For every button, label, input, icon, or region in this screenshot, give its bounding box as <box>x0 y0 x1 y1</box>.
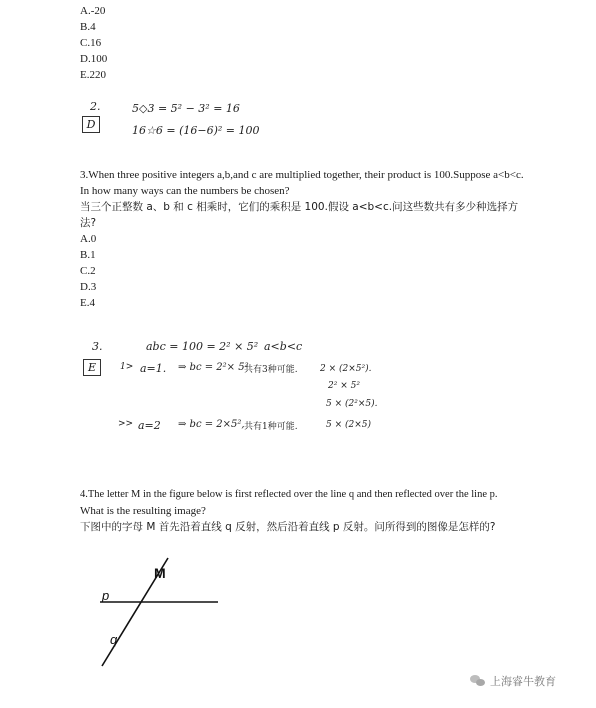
q2-option-a: A.-20 <box>80 5 106 17</box>
wechat-icon <box>470 675 486 687</box>
q2-work-line1: 5◇3 = 5² − 3² = 16 <box>132 102 240 115</box>
q3-case1-item-2: 2² × 5² <box>328 381 360 391</box>
q3-case2-eq: ⇒ bc = 2×5², <box>178 419 245 430</box>
q3-case1-eq: ⇒ bc = 2²× 5² <box>178 362 249 373</box>
q3-option-a: A.0 <box>80 233 97 245</box>
watermark <box>470 673 556 689</box>
q3-work-condition: a<b<c <box>264 340 303 353</box>
q3-case2-note: 共有1种可能. <box>244 422 298 432</box>
q4-text-zh-1: 下图中的字母 M 首先沿着直线 q 反射，然后沿着直线 p 反射。问所得到的图像是怎样的? <box>80 521 496 533</box>
q3-text-en-1: 3.When three positive integers a,b,and c are multiplied together, their product is 100.Suppose a<b<c. <box>80 169 524 181</box>
q3-text-zh-2: 法? <box>80 217 97 229</box>
q2-work-number: 2. <box>90 100 101 113</box>
watermark-text: 上海睿牛教育 <box>490 675 556 688</box>
q3-case2-a: a=2 <box>138 419 161 432</box>
q3-option-b: B.1 <box>80 249 96 261</box>
q3-text-zh-1: 当三个正整数 a、b 和 c 相乘时，它们的乘积是 100.假设 a<b<c.问这些数共有多少种选择方 <box>80 201 519 213</box>
figure-letter-m: M <box>154 565 166 581</box>
q3-work-header: abc = 100 = 2² × 5² <box>146 340 259 353</box>
q3-option-c: C.2 <box>80 265 96 277</box>
q3-case1-note: 共有3种可能. <box>244 365 298 375</box>
q2-option-b: B.4 <box>80 21 96 33</box>
q4-text-en-2: What is the resulting image? <box>80 505 206 517</box>
q3-option-d: D.3 <box>80 281 97 293</box>
q2-answer-box: D <box>82 116 100 133</box>
q4-text-en-1: 4.The letter M in the figure below is first reflected over the line q and then reflected over the line p. <box>80 489 498 500</box>
q3-work-number: 3. <box>92 340 103 353</box>
q3-case1-label: 1> <box>120 362 134 372</box>
figure-label-p: p <box>102 588 110 603</box>
q3-answer-box: E <box>83 359 101 376</box>
q3-case2-item-1: 5 × (2×5) <box>326 420 372 430</box>
q3-option-e: E.4 <box>80 297 95 309</box>
q4-figure <box>90 548 220 673</box>
q3-case1-item-1: 2 × (2×5²). <box>320 364 372 374</box>
q2-option-e: E.220 <box>80 69 106 81</box>
q2-option-d: D.100 <box>80 53 108 65</box>
q3-text-en-2: In how many ways can the numbers be chosen? <box>80 185 290 197</box>
q3-case1-item-3: 5 × (2²×5). <box>326 399 378 409</box>
figure-label-q: q <box>110 632 118 647</box>
q3-case2-label: >> <box>118 419 134 429</box>
q2-work-line2: 16☆6 = (16−6)² = 100 <box>132 124 260 137</box>
q3-case1-a: a=1. <box>140 362 167 375</box>
q2-option-c: C.16 <box>80 37 102 49</box>
